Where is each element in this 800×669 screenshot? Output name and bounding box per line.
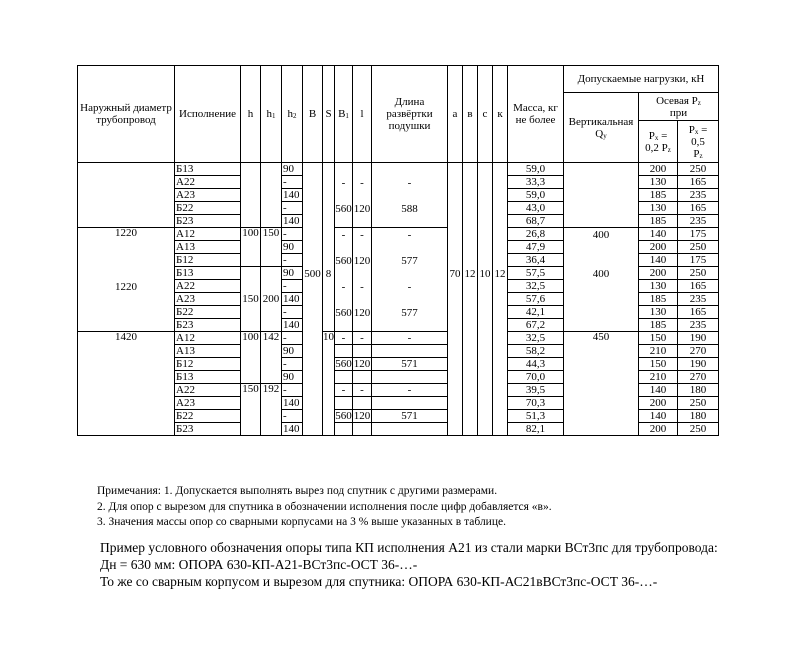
cell-p05: 250 (678, 423, 719, 436)
cell-c-value: 10 (479, 267, 491, 280)
cell-variant: А12 (175, 228, 241, 241)
cell-l: - (353, 384, 372, 397)
example-line-1: Дн = 630 мм: ОПОРА 630-КП-А21-ВСт3пс-ОСТ 36-…- (100, 557, 418, 572)
cell-p02: 210 (639, 345, 678, 358)
cell-l: 120 (353, 357, 371, 370)
cell-diameter (78, 163, 175, 228)
cell-p05: 270 (678, 345, 719, 358)
cell-p05: 165 (678, 202, 719, 215)
cell-variant: Б23 (175, 423, 241, 436)
cell-b1-value: 560 (335, 306, 352, 319)
cell-diameter-value: 1220 (115, 280, 137, 293)
cell-p05: 190 (678, 358, 719, 371)
cell-p05: 175 (678, 228, 719, 241)
cell-variant: Б23 (175, 215, 241, 228)
cell-b1 (335, 345, 353, 358)
cell-variant: Б13 (175, 371, 241, 384)
cell-mass: 32,5 (508, 280, 564, 293)
cell-p02: 140 (639, 228, 678, 241)
cell-h: 150 (241, 267, 261, 332)
cell-cushion (372, 397, 448, 410)
cell-mass: 36,4 (508, 254, 564, 267)
cell-variant: Б23 (175, 319, 241, 332)
header-loads: Допускаемые нагрузки, кН (564, 66, 719, 93)
cell-variant: Б12 (175, 358, 241, 371)
cell-b1-value: - (341, 228, 346, 241)
cell-k (493, 163, 508, 436)
header-mass: Масса, кг не более (508, 66, 564, 163)
cell-cushion: - (372, 332, 448, 345)
cell-p05: 180 (678, 384, 719, 397)
cell-b (303, 163, 323, 436)
cell-variant: Б22 (175, 202, 241, 215)
cell-h2: - (282, 254, 303, 267)
header-axial: Осевая $P_z$ при (639, 93, 719, 121)
cell-b1 (335, 423, 353, 436)
header-h: h (241, 66, 261, 163)
cell-mass: 58,2 (508, 345, 564, 358)
cell-s (323, 163, 335, 332)
cell-l-value: 120 (353, 306, 371, 319)
cell-v-value: 12 (464, 267, 476, 280)
cell-variant: А13 (175, 241, 241, 254)
cell-b1: 560 (335, 357, 352, 370)
cell-cushion (372, 163, 448, 228)
cell-h2: - (282, 280, 303, 293)
cell-p02: 185 (639, 215, 678, 228)
cell-variant: А13 (175, 345, 241, 358)
cell-mass: 26,8 (508, 228, 564, 241)
cell-qy-value: 400 (592, 228, 610, 241)
cell-s-value: 8 (325, 267, 332, 280)
note-2: 2. Для опор с вырезом для спутника в обозначении исполнения после цифр добавляется «в». (97, 500, 552, 513)
cell-h1: 150 (261, 228, 282, 267)
cell-b1-value: 560 (335, 254, 352, 267)
header-h1: $h_1$ (261, 66, 282, 163)
cell-p02: 185 (639, 293, 678, 306)
cell-p05: 250 (678, 241, 719, 254)
header-s: S (323, 66, 335, 163)
table-row (78, 332, 719, 345)
cell-a (448, 163, 463, 436)
cell-mass: 68,7 (508, 215, 564, 228)
cell-qy-value: 400 (592, 267, 610, 280)
cell-variant: Б13 (175, 267, 241, 280)
cell-mass: 57,5 (508, 267, 564, 280)
header-px-05: $P_x$ = 0,5 $P_z$ (678, 121, 719, 163)
cell-variant: А23 (175, 397, 241, 410)
cell-p05: 190 (678, 332, 719, 345)
cell-variant: А22 (175, 384, 241, 397)
cell-diameter: 1420 (78, 332, 175, 436)
header-a: а (448, 66, 463, 163)
cell-c (478, 163, 493, 436)
cell-p05: 250 (678, 397, 719, 410)
cell-p05: 235 (678, 189, 719, 202)
cell-variant: А22 (175, 280, 241, 293)
cell-p02: 130 (639, 202, 678, 215)
cell-cushion-value: 588 (401, 202, 418, 215)
cell-k-value: 12 (494, 267, 506, 280)
header-variant: Исполнение (175, 66, 241, 163)
cell-cushion (372, 345, 448, 358)
cell-h: 100 (241, 228, 261, 267)
cell-h2: - (282, 410, 303, 423)
cell-mass: 43,0 (508, 202, 564, 215)
cell-h1: 142 (261, 332, 282, 384)
cell-h: 150 (241, 384, 261, 436)
header-b1: $B_1$ (335, 66, 353, 163)
cell-mass: 51,3 (508, 410, 564, 423)
cell-p02: 150 (639, 332, 678, 345)
table-header (78, 66, 719, 163)
cell-cushion-value: - (407, 280, 412, 293)
note-1: Примечания: 1. Допускается выполнять вырез под спутник с другими размерами. (97, 485, 498, 497)
header-cushion: Длина развёртки подушки (372, 66, 448, 163)
cell-cushion-value: - (407, 228, 412, 241)
header-h2: $h_2$ (282, 66, 303, 163)
cell-a-value: 70 (449, 267, 461, 280)
cell-p02: 140 (639, 384, 678, 397)
cell-b1 (335, 371, 353, 384)
cell-mass: 33,3 (508, 176, 564, 189)
cell-variant: А12 (175, 332, 241, 345)
cell-h: 100 (241, 332, 261, 384)
cell-p05: 270 (678, 371, 719, 384)
cell-l-value: 120 (353, 254, 371, 267)
cell-p02: 200 (639, 423, 678, 436)
cell-p02: 200 (639, 163, 678, 176)
cell-h1: 192 (261, 384, 282, 436)
cell-l-value: - (360, 228, 364, 241)
cell-diameter: 1220 (78, 228, 175, 332)
cell-cushion-value: 577 (401, 306, 418, 319)
cell-b1-value: 560 (335, 202, 352, 215)
cell-p02: 200 (639, 241, 678, 254)
cell-variant: А23 (175, 189, 241, 202)
cell-h2: - (282, 176, 303, 189)
cell-p02: 130 (639, 306, 678, 319)
cell-p02: 185 (639, 189, 678, 202)
spec-table (77, 65, 719, 436)
cell-p05: 250 (678, 267, 719, 280)
cell-variant: Б22 (175, 410, 241, 423)
cell-b1: - (335, 332, 353, 345)
cell-qy (564, 228, 639, 332)
cell-cushion-value: 577 (401, 254, 418, 267)
example-line-2: То же со сварным корпусом и вырезом для спутника: ОПОРА 630-КП-АС21вВСт3пс-ОСТ 36-…- (100, 574, 658, 589)
cell-h2: 90 (282, 267, 303, 280)
cell-p02: 130 (639, 280, 678, 293)
cell-p05: 165 (678, 306, 719, 319)
cell-mass: 39,5 (508, 384, 564, 397)
cell-p05: 235 (678, 215, 719, 228)
cell-h2: 140 (282, 293, 303, 306)
cell-h2: - (282, 384, 303, 397)
note-3: 3. Значения массы опор со сварными корпусами на 3 % выше указанных в таблице. (97, 516, 506, 528)
cell-cushion: - (372, 384, 448, 397)
cell-h2: 140 (282, 215, 303, 228)
cell-b1-value: - (341, 176, 346, 189)
cell-h2: 90 (282, 241, 303, 254)
cell-qy (564, 163, 639, 228)
cell-mass: 70,0 (508, 371, 564, 384)
cell-mass: 82,1 (508, 423, 564, 436)
cell-cushion (372, 228, 448, 332)
cell-v (463, 163, 478, 436)
cell-variant: Б13 (175, 163, 241, 176)
cell-mass: 42,1 (508, 306, 564, 319)
cell-p02: 185 (639, 319, 678, 332)
example-heading: Пример условного обозначения опоры типа КП исполнения А21 из стали марки ВСт3пс для трубопровода: (100, 540, 718, 555)
cell-p02: 210 (639, 371, 678, 384)
table-notes (97, 484, 552, 531)
cell-h2: - (282, 358, 303, 371)
cell-p02: 140 (639, 410, 678, 423)
cell-mass: 47,9 (508, 241, 564, 254)
header-px-02: $P_x$ = 0,2 $P_z$ (639, 121, 678, 163)
header-b: B (303, 66, 323, 163)
header-l: l (353, 66, 372, 163)
cell-b1: - (335, 384, 353, 397)
cell-h1 (261, 163, 282, 228)
header-v: в (463, 66, 478, 163)
designation-example (80, 539, 728, 590)
cell-l-value: 120 (353, 202, 371, 215)
cell-h2: 90 (282, 345, 303, 358)
cell-h (241, 163, 261, 228)
cell-h2: - (282, 332, 303, 345)
cell-b1-value: - (341, 280, 346, 293)
cell-h2: 140 (282, 423, 303, 436)
table-row (78, 163, 719, 176)
table-row (78, 228, 719, 241)
cell-b1 (335, 163, 353, 228)
cell-b1 (335, 397, 353, 410)
cell-l (353, 423, 372, 436)
cell-b1: 560 (335, 409, 352, 422)
cell-p05: 180 (678, 410, 719, 423)
cell-p02: 140 (639, 254, 678, 267)
header-diameter: Наружный диаметр трубопровод (78, 66, 175, 163)
cell-p05: 235 (678, 293, 719, 306)
cell-mass: 70,3 (508, 397, 564, 410)
cell-p05: 165 (678, 280, 719, 293)
cell-h1: 200 (261, 267, 282, 332)
cell-p05: 165 (678, 176, 719, 189)
cell-qy: 450 (564, 332, 639, 436)
cell-l (353, 228, 372, 332)
cell-p05: 175 (678, 254, 719, 267)
cell-cushion-value: - (407, 176, 412, 189)
cell-mass: 59,0 (508, 189, 564, 202)
cell-h2: 140 (282, 189, 303, 202)
cell-h2: 140 (282, 397, 303, 410)
cell-l: 120 (353, 409, 371, 422)
cell-p02: 150 (639, 358, 678, 371)
header-vertical: Вертикальная $Q_у$ (564, 93, 639, 163)
cell-h2: - (282, 228, 303, 241)
header-k: к (493, 66, 508, 163)
cell-p02: 200 (639, 267, 678, 280)
cell-b-value: 500 (304, 267, 321, 280)
cell-p02: 200 (639, 397, 678, 410)
cell-l-value: - (360, 280, 364, 293)
cell-cushion: 571 (372, 358, 448, 371)
cell-h2: 90 (282, 371, 303, 384)
cell-h2: - (282, 306, 303, 319)
cell-l (353, 397, 372, 410)
cell-cushion: 571 (372, 410, 448, 423)
cell-p02: 130 (639, 176, 678, 189)
cell-h2: 140 (282, 319, 303, 332)
cell-l (353, 371, 372, 384)
cell-variant: Б22 (175, 306, 241, 319)
cell-p05: 235 (678, 319, 719, 332)
cell-l (353, 345, 372, 358)
cell-mass: 57,6 (508, 293, 564, 306)
cell-l: - (353, 332, 372, 345)
cell-variant: А23 (175, 293, 241, 306)
cell-b1 (335, 228, 353, 332)
header-c: с (478, 66, 493, 163)
cell-h2: 90 (282, 163, 303, 176)
cell-l (353, 163, 372, 228)
cell-s: 10 (323, 332, 335, 436)
table-body (78, 163, 719, 436)
cell-p05: 250 (678, 163, 719, 176)
cell-variant: Б12 (175, 254, 241, 267)
cell-mass: 44,3 (508, 358, 564, 371)
cell-cushion (372, 371, 448, 384)
cell-cushion (372, 423, 448, 436)
cell-l-value: - (360, 176, 364, 189)
cell-variant: А22 (175, 176, 241, 189)
cell-mass: 59,0 (508, 163, 564, 176)
cell-mass: 67,2 (508, 319, 564, 332)
cell-h2: - (282, 202, 303, 215)
cell-mass: 32,5 (508, 332, 564, 345)
